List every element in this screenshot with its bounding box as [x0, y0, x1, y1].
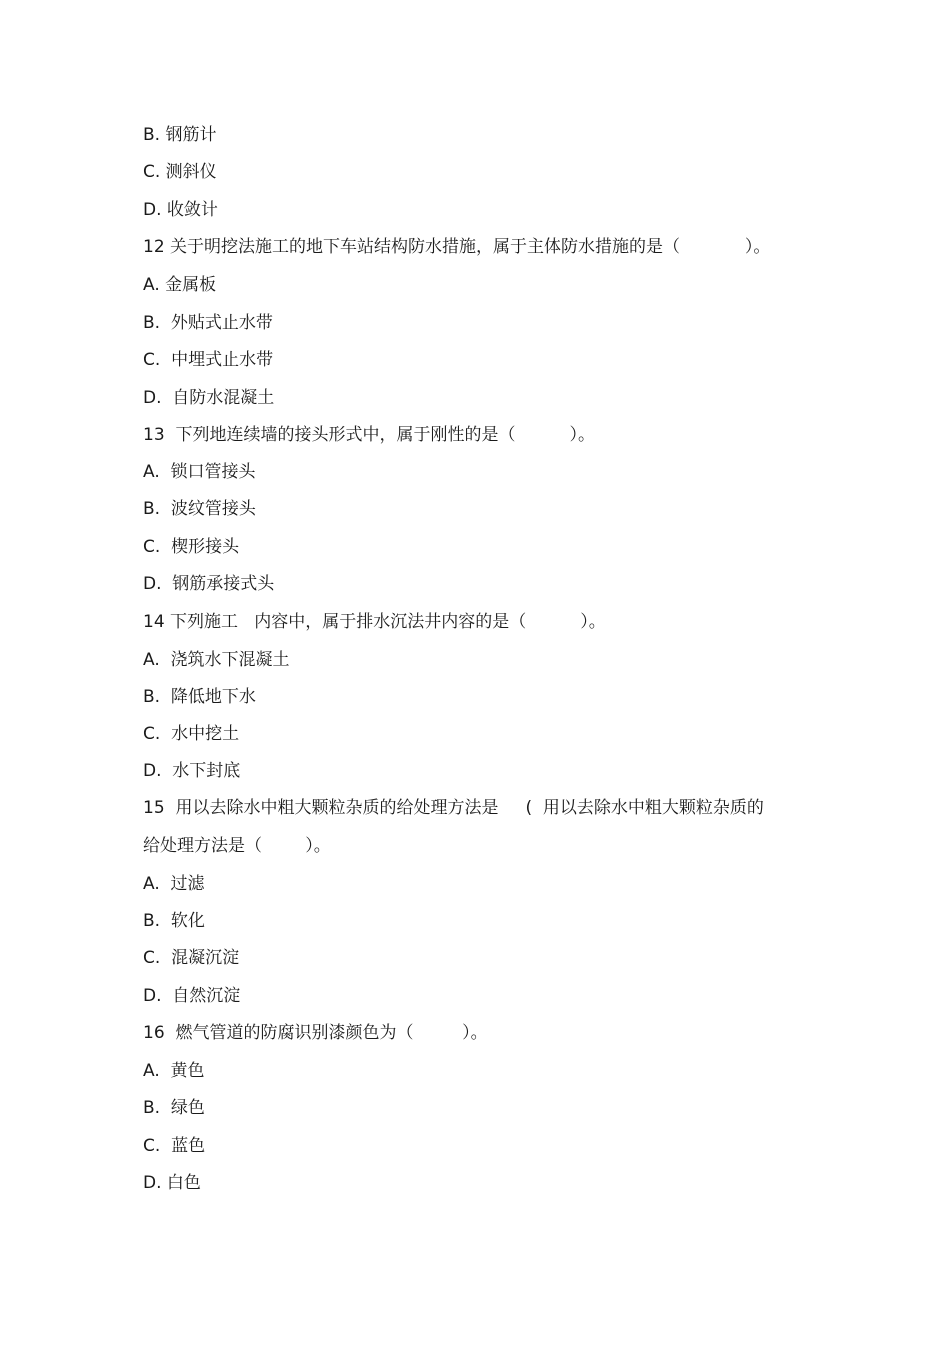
question-16: 16 燃气管道的防腐识别漆颜色为（ ）。: [143, 1023, 488, 1043]
question-15: 15 用以去除水中粗大颗粒杂质的给处理方法是 ( 用以去除水中粗大颗粒杂质的: [143, 798, 764, 818]
q14-option-b: B. 降低地下水: [143, 687, 256, 707]
q14-option-d: D. 水下封底: [143, 761, 241, 781]
q15-option-a: A. 过滤: [143, 874, 205, 894]
q15-option-d: D. 自然沉淀: [143, 986, 241, 1006]
q16-option-a: A. 黄色: [143, 1061, 205, 1081]
question-12: 12 关于明挖法施工的地下车站结构防水措施，属于主体防水措施的是（ ）。: [143, 237, 771, 257]
q14-option-c: C. 水中挖土: [143, 724, 240, 744]
q16-option-b: B. 绿色: [143, 1098, 205, 1118]
option-b-gangjinji: B. 钢筋计: [143, 125, 217, 145]
q16-option-c: C. 蓝色: [143, 1136, 206, 1156]
q15-option-b: B. 软化: [143, 911, 205, 931]
question-13: 13 下列地连续墙的接头形式中，属于刚性的是（ ）。: [143, 425, 595, 445]
q12-option-c: C. 中埋式止水带: [143, 350, 274, 370]
q12-option-b: B. 外贴式止水带: [143, 313, 273, 333]
question-15-continued: 给处理方法是（ ）。: [143, 836, 331, 856]
option-c-cexieyi: C. 测斜仪: [143, 162, 217, 182]
q13-option-a: A. 锁口管接头: [143, 462, 256, 482]
q15-option-c: C. 混凝沉淀: [143, 948, 240, 968]
question-14: 14 下列施工 内容中，属于排水沉法井内容的是（ ）。: [143, 612, 606, 632]
q12-option-d: D. 自防水混凝土: [143, 388, 275, 408]
q16-option-d: D. 白色: [143, 1173, 201, 1193]
q13-option-d: D. 钢筋承接式头: [143, 574, 275, 594]
q13-option-b: B. 波纹管接头: [143, 499, 256, 519]
q14-option-a: A. 浇筑水下混凝土: [143, 650, 290, 670]
q13-option-c: C. 楔形接头: [143, 537, 240, 557]
q12-option-a: A. 金属板: [143, 275, 217, 295]
option-d-shoulianji: D. 收敛计: [143, 200, 218, 220]
